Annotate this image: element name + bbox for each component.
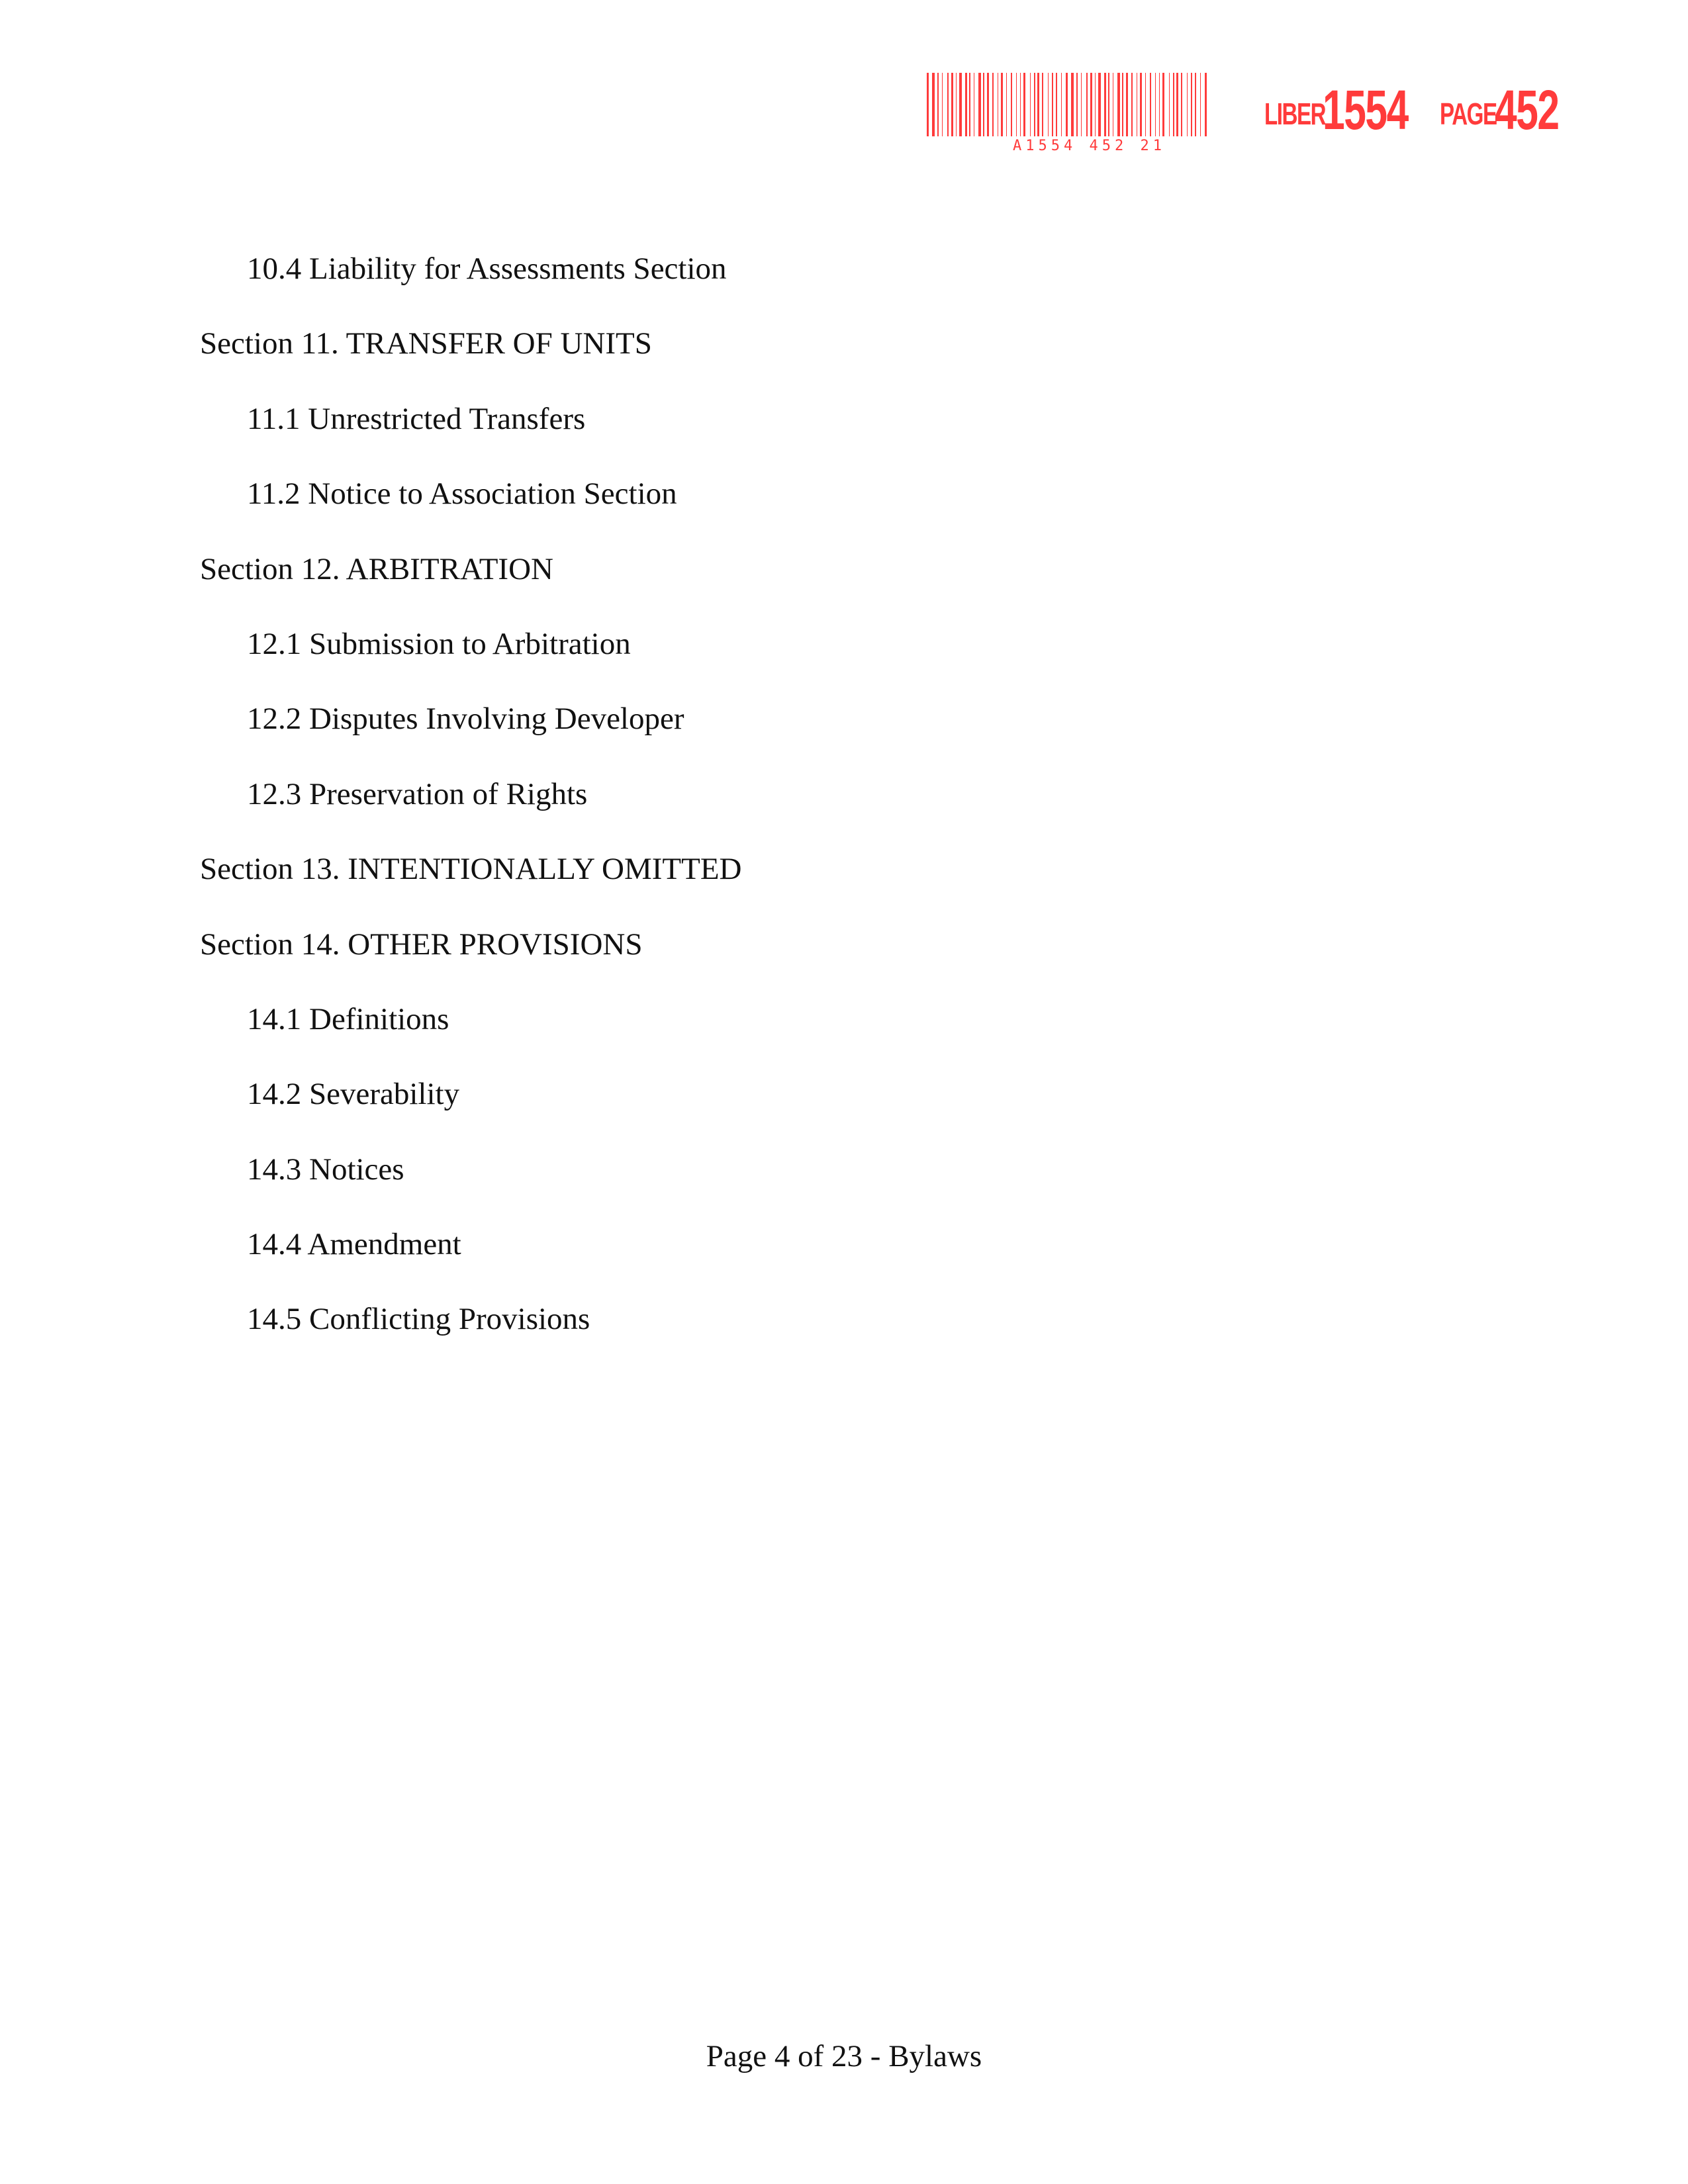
toc-entry: 11.1 Unrestricted Transfers bbox=[247, 401, 586, 436]
toc-entry: 12.1 Submission to Arbitration bbox=[247, 626, 631, 661]
page-footer: Page 4 of 23 - Bylaws bbox=[706, 2039, 982, 2073]
toc-entry: 10.4 Liability for Assessments Section bbox=[247, 251, 727, 286]
toc-entry: 12.3 Preservation of Rights bbox=[247, 776, 588, 811]
table-of-contents bbox=[0, 232, 1688, 1357]
liber-value: 1554 bbox=[1323, 79, 1408, 141]
liber-label: LIBER bbox=[1264, 97, 1326, 131]
barcode-image bbox=[927, 73, 1211, 139]
toc-section-heading: Section 11. TRANSFER OF UNITS bbox=[200, 326, 652, 361]
toc-entry: 14.3 Notices bbox=[247, 1152, 404, 1187]
toc-entry: 14.5 Conflicting Provisions bbox=[247, 1302, 590, 1337]
toc-entry: 14.1 Definitions bbox=[247, 1001, 449, 1036]
recording-stamp bbox=[927, 66, 1559, 159]
toc-section-heading: Section 14. OTHER PROVISIONS bbox=[200, 927, 643, 962]
page-value: 452 bbox=[1495, 79, 1559, 141]
toc-entry: 14.2 Severability bbox=[247, 1077, 460, 1112]
page-label: PAGE bbox=[1440, 97, 1497, 131]
toc-entry: 11.2 Notice to Association Section bbox=[247, 477, 677, 512]
toc-entry: 14.4 Amendment bbox=[247, 1227, 461, 1262]
toc-entry: 12.2 Disputes Involving Developer bbox=[247, 702, 684, 737]
toc-section-heading: Section 13. INTENTIONALLY OMITTED bbox=[200, 852, 742, 887]
barcode-number: A1554 452 21 bbox=[1013, 138, 1166, 154]
toc-section-heading: Section 12. ARBITRATION bbox=[200, 551, 553, 586]
